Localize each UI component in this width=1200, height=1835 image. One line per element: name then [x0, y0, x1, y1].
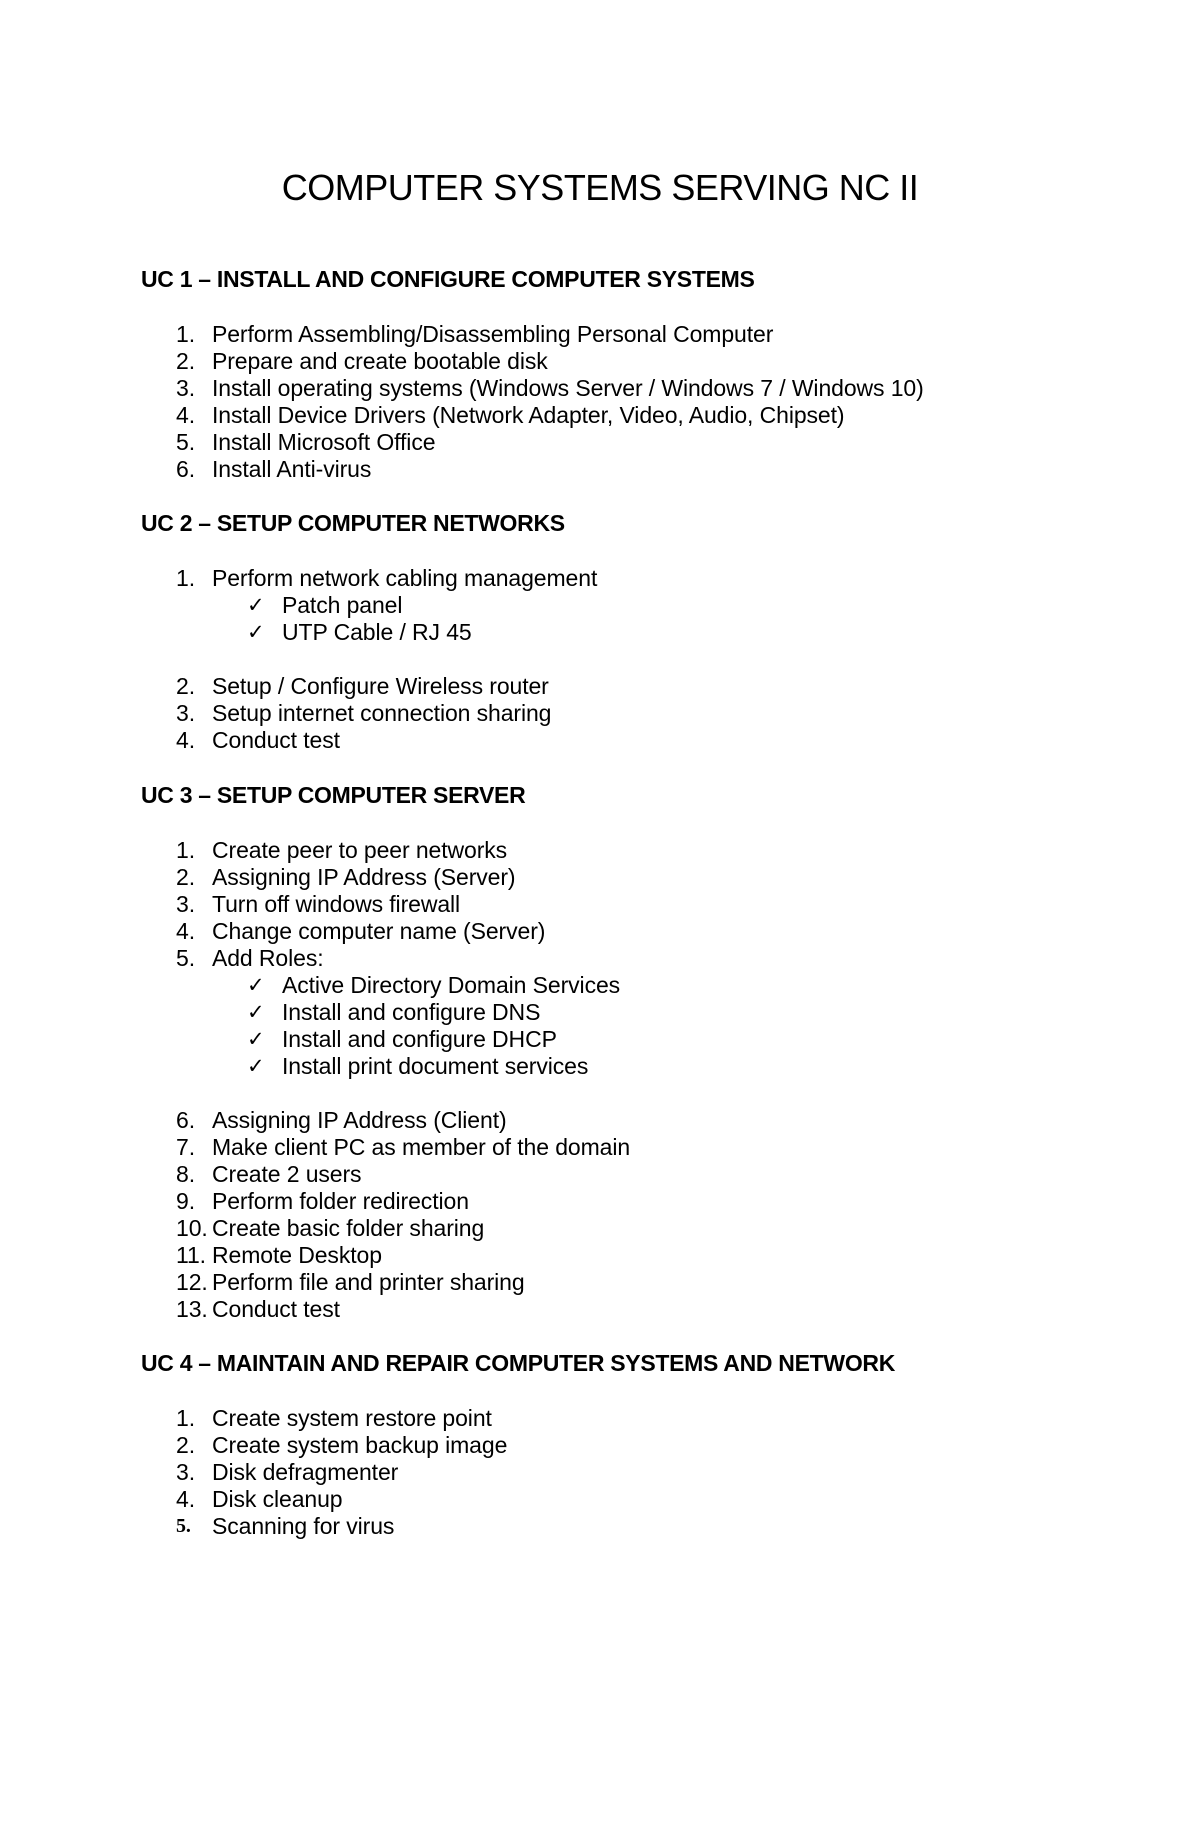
- list-text: Conduct test: [212, 1296, 340, 1322]
- list-number: 4.: [176, 1486, 195, 1512]
- page-title: COMPUTER SYSTEMS SERVING NC II: [281, 167, 919, 208]
- list-text: Install Microsoft Office: [212, 429, 436, 455]
- list-number: 5.: [176, 945, 195, 971]
- list-text: Make client PC as member of the domain: [212, 1134, 631, 1160]
- list-number: 1.: [176, 837, 195, 863]
- list-text: Setup / Configure Wireless router: [212, 673, 549, 699]
- checkmark-icon: ✓: [247, 620, 265, 644]
- list-text: Install Anti-virus: [212, 456, 372, 482]
- list-text: Remote Desktop: [212, 1242, 382, 1268]
- list-number: 3.: [176, 375, 195, 401]
- list-text: Perform file and printer sharing: [212, 1269, 525, 1295]
- list-text: Install operating systems (Windows Server / Windows 7 / Windows 10): [212, 375, 924, 401]
- list-number: 2.: [176, 1432, 195, 1458]
- list-text: Assigning IP Address (Client): [212, 1107, 507, 1133]
- checkmark-icon: ✓: [247, 1000, 265, 1024]
- section-heading-uc3: UC 3 – SETUP COMPUTER SERVER: [141, 782, 526, 808]
- checkmark-icon: ✓: [247, 1054, 265, 1078]
- checkmark-icon: ✓: [247, 593, 265, 617]
- list-number: 13.: [176, 1296, 208, 1322]
- list-number: 4.: [176, 727, 195, 753]
- list-number: 8.: [176, 1161, 195, 1187]
- list-number: 3.: [176, 700, 195, 726]
- sub-list-text: Install print document services: [282, 1053, 589, 1079]
- list-text: Perform folder redirection: [212, 1188, 469, 1214]
- list-number: 2.: [176, 864, 195, 890]
- list-number: 11.: [176, 1242, 206, 1268]
- section-heading-uc2: UC 2 – SETUP COMPUTER NETWORKS: [141, 510, 565, 536]
- list-number: 4.: [176, 918, 195, 944]
- list-number: 9.: [176, 1188, 195, 1214]
- list-text: Create peer to peer networks: [212, 837, 508, 863]
- list-text: Create 2 users: [212, 1161, 362, 1187]
- list-number: 3.: [176, 891, 195, 917]
- list-number: 1.: [176, 321, 195, 347]
- sub-list-text: UTP Cable / RJ 45: [282, 619, 472, 645]
- list-text: Conduct test: [212, 727, 340, 753]
- list-text: Install Device Drivers (Network Adapter, Video, Audio, Chipset): [212, 402, 845, 428]
- list-number: 12.: [176, 1269, 208, 1295]
- list-number: 4.: [176, 402, 195, 428]
- list-text: Perform Assembling/Disassembling Personal Computer: [212, 321, 774, 347]
- list-text: Scanning for virus: [212, 1513, 395, 1539]
- list-text: Perform network cabling management: [212, 565, 598, 591]
- list-number: 6.: [176, 456, 195, 482]
- list-text: Add Roles:: [212, 945, 324, 971]
- section-heading-uc4: UC 4 – MAINTAIN AND REPAIR COMPUTER SYSTEMS AND NETWORK: [141, 1350, 896, 1376]
- list-text: Disk defragmenter: [212, 1459, 399, 1485]
- list-number: 2.: [176, 673, 195, 699]
- list-text: Prepare and create bootable disk: [212, 348, 548, 374]
- list-text: Setup internet connection sharing: [212, 700, 552, 726]
- sub-list-text: Patch panel: [282, 592, 403, 618]
- list-number: 1.: [176, 1405, 195, 1431]
- list-text: Create system restore point: [212, 1405, 492, 1431]
- checkmark-icon: ✓: [247, 1027, 265, 1051]
- list-number: 10.: [176, 1215, 208, 1241]
- checkmark-icon: ✓: [247, 973, 265, 997]
- list-number: 5.: [176, 429, 195, 455]
- list-text: Change computer name (Server): [212, 918, 546, 944]
- list-number: 5.: [176, 1515, 191, 1537]
- list-number: 7.: [176, 1134, 195, 1160]
- section-heading-uc1: UC 1 – INSTALL AND CONFIGURE COMPUTER SYSTEMS: [141, 266, 755, 292]
- sub-list-text: Active Directory Domain Services: [282, 972, 621, 998]
- list-text: Create basic folder sharing: [212, 1215, 485, 1241]
- sub-list-text: Install and configure DNS: [282, 999, 541, 1025]
- sub-list-text: Install and configure DHCP: [282, 1026, 557, 1052]
- list-number: 2.: [176, 348, 195, 374]
- list-text: Disk cleanup: [212, 1486, 343, 1512]
- list-number: 1.: [176, 565, 195, 591]
- list-text: Create system backup image: [212, 1432, 508, 1458]
- list-number: 6.: [176, 1107, 195, 1133]
- list-number: 3.: [176, 1459, 195, 1485]
- list-text: Assigning IP Address (Server): [212, 864, 516, 890]
- list-text: Turn off windows firewall: [212, 891, 461, 917]
